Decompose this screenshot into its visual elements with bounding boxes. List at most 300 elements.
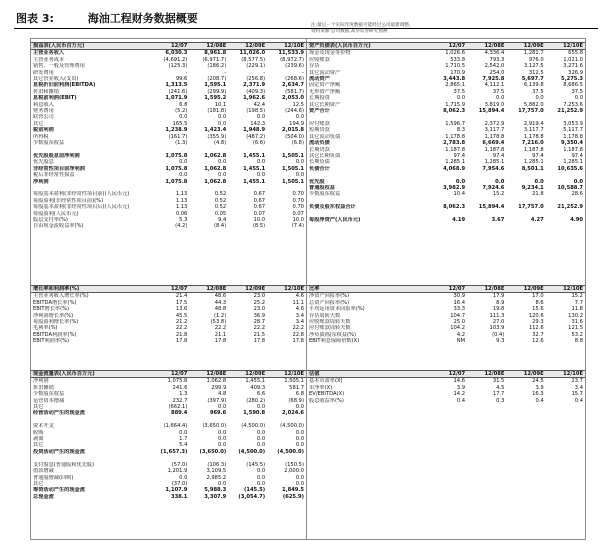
value-cell: 4.5 — [496, 384, 505, 391]
row-label-cell: 股息支付率(%) — [33, 216, 68, 223]
value-cell: (244.6) — [285, 108, 304, 115]
row-label-cell: EBIT利息保障倍数(X) — [309, 338, 360, 345]
value-cell: 15.2 — [492, 191, 505, 198]
value-cell: 4.6 — [295, 293, 304, 300]
value-cell: 0.0 — [218, 429, 227, 436]
cash-flow-table — [31, 370, 306, 500]
value-cell: 1,075.8 — [165, 178, 188, 185]
value-cell: 1,595.2 — [204, 95, 227, 102]
value-cell: 23.0 — [253, 293, 266, 300]
value-cell: 121.5 — [568, 325, 583, 332]
row-label-cell: 每股基本盈利(非经常性项目前)(人民币元) — [33, 191, 130, 198]
value-cell: (4.2) — [175, 223, 188, 230]
value-cell: 24.5 — [532, 378, 544, 385]
row-label-cell: 固定资产净额 — [309, 82, 341, 89]
value-cell: 10,588.7 — [557, 184, 583, 191]
value-cell: 15.2 — [571, 293, 583, 300]
value-cell: 15.7 — [571, 391, 583, 398]
value-cell: (581.7) — [285, 88, 304, 95]
balance-sheet-table — [307, 42, 585, 223]
table-header-row — [31, 43, 306, 50]
value-cell: 1.3 — [179, 391, 188, 398]
value-cell: 2,053.0 — [282, 95, 304, 102]
table-row — [307, 293, 585, 300]
period-header-cell: 12/08E — [189, 371, 228, 378]
value-cell: 0.52 — [214, 204, 227, 211]
value-cell: 969.6 — [209, 410, 227, 417]
value-cell: 4.90 — [570, 216, 583, 223]
value-cell: 0.4 — [456, 397, 466, 404]
value-cell: 1,062.8 — [204, 165, 227, 172]
value-cell: - — [302, 69, 304, 76]
row-label-cell: 长期投资 — [309, 95, 330, 102]
value-cell: 1,596.7 — [445, 120, 466, 127]
row-label-cell: 其它长期资产 — [309, 101, 341, 108]
value-cell: (397.9) — [207, 397, 227, 404]
value-cell: 2,985.2 — [206, 474, 227, 481]
value-cell: (4.8) — [213, 140, 227, 147]
footnote — [311, 23, 414, 35]
value-cell: (1,664.4) — [163, 423, 188, 430]
value-cell: 3,819.0 — [484, 101, 505, 108]
value-cell: 17,757.0 — [518, 204, 544, 211]
table-row — [307, 217, 585, 223]
table-header-row — [307, 43, 585, 50]
row-label-cell: 净利润 — [33, 378, 49, 385]
value-cell: 0.0 — [456, 95, 466, 102]
row-label-cell: EBIT增长率(%) — [33, 306, 70, 313]
figure-caption: 海油工程财务数据概要 — [87, 12, 198, 25]
value-cell: 1,021.0 — [563, 56, 583, 63]
value-cell: 17.8 — [253, 338, 266, 345]
value-cell: 0.0 — [218, 114, 227, 121]
value-cell: 8.6 — [535, 299, 544, 306]
row-label-cell: 财务费用 — [33, 108, 54, 115]
value-cell: 5,882.0 — [523, 101, 544, 108]
row-label-cell: 总资产回报率(%) — [309, 299, 350, 306]
value-cell: 0.0 — [218, 436, 227, 443]
value-cell: - — [263, 69, 266, 76]
left-column — [31, 39, 307, 539]
value-cell: 3,109.5 — [206, 468, 227, 475]
value-cell: 21.1 — [214, 331, 227, 338]
value-cell: (280.2) — [246, 397, 266, 404]
row-label-cell: 税前利润 — [33, 127, 54, 134]
row-label-cell: 长期负债 — [309, 159, 330, 166]
row-label-cell: EV/EBITDA(X) — [309, 391, 345, 398]
value-cell: 889.4 — [170, 410, 188, 417]
row-label-cell: 净资产回报率(%) — [309, 293, 350, 300]
value-cell: 37.5 — [492, 88, 505, 95]
value-cell: (4,500.0) — [238, 448, 266, 455]
value-cell: 3.67 — [491, 216, 505, 223]
growth-section — [31, 285, 306, 345]
value-cell: (487.2) — [246, 133, 266, 140]
value-cell: (150.5) — [285, 461, 304, 468]
value-cell: 3,053.9 — [563, 120, 583, 127]
value-cell: (4,500.0) — [280, 423, 304, 430]
value-cell: 1.13 — [175, 191, 188, 198]
value-cell: 0.67 — [253, 204, 266, 211]
row-label-cell: EBITDA增长率(%) — [33, 299, 77, 306]
value-cell: 1,178.8 — [484, 133, 505, 140]
value-cell: (181.8) — [207, 108, 227, 115]
table-title-cell: 损益表(人民币百万元) — [31, 43, 151, 50]
row-label-cell: 平均运用资本回报率(%) — [309, 306, 365, 313]
value-cell: 0.52 — [214, 197, 227, 204]
period-header-cell: 12/08E — [467, 43, 506, 50]
value-cell: 25.2 — [253, 299, 266, 306]
value-cell: 1.13 — [175, 197, 188, 204]
value-cell: 2,024.6 — [282, 410, 304, 417]
value-cell: 3,443.8 — [443, 76, 466, 83]
row-label-cell: 其它长期负债 — [309, 152, 341, 159]
value-cell: 194.9 — [289, 120, 304, 127]
row-label-cell: 每股盈利(非经常性项目前)(%) — [33, 197, 104, 204]
value-cell: 232.7 — [172, 397, 188, 404]
value-cell: 17,757.0 — [518, 108, 544, 115]
value-cell: 0.0 — [295, 159, 304, 166]
value-cell: (662.1) — [168, 404, 188, 411]
value-cell: 0.0 — [256, 480, 266, 487]
value-cell: (241.6) — [168, 88, 188, 95]
value-cell: 19.8 — [492, 306, 505, 313]
value-cell: 0.0 — [256, 442, 266, 449]
value-cell: 33.3 — [453, 306, 466, 313]
value-cell: 10.4 — [453, 191, 466, 198]
row-label-cell: EBITDA利润率(%) — [33, 331, 77, 338]
value-cell: 0.67 — [253, 197, 266, 204]
value-cell: 3.4 — [574, 384, 583, 391]
value-cell: 2,634.7 — [282, 82, 304, 89]
value-cell: (4,691.2) — [163, 56, 188, 63]
value-cell: 0.4 — [574, 397, 583, 404]
value-cell: 22.2 — [214, 325, 227, 332]
value-cell: 36.9 — [253, 312, 266, 319]
value-cell: 48.8 — [214, 306, 227, 313]
value-cell: 37.5 — [532, 88, 544, 95]
row-label-cell: 普通股权益 — [309, 184, 335, 191]
value-cell: 0.4 — [535, 397, 544, 404]
row-label-cell: EBIT利润率(%) — [33, 338, 70, 345]
value-cell: (57.0) — [171, 461, 188, 468]
table-row — [307, 204, 585, 210]
value-cell: 0.0 — [295, 442, 304, 449]
value-cell: 8.3 — [456, 127, 466, 134]
value-cell: 0.0 — [256, 114, 266, 121]
value-cell: 5.4 — [179, 442, 188, 449]
value-cell: 111.3 — [489, 312, 505, 319]
table-title-cell: 比率 — [307, 286, 428, 293]
value-cell: 6,139.8 — [523, 82, 544, 89]
period-header-cell: 12/08E — [189, 286, 228, 293]
figure-title — [16, 10, 198, 26]
row-label-cell: 少数股东权益 — [33, 140, 65, 147]
value-cell: 0.0 — [535, 95, 544, 102]
period-header-cell: 12/10E — [546, 286, 585, 293]
value-cell: 10.0 — [292, 216, 304, 223]
value-cell: (0.4) — [492, 331, 505, 338]
table-row — [31, 494, 306, 500]
value-cell: 11.1 — [292, 299, 304, 306]
value-cell: 0.0 — [179, 429, 188, 436]
value-cell: (8,577.5) — [241, 56, 266, 63]
value-cell: 3,127.5 — [523, 63, 544, 70]
table-row — [307, 378, 585, 385]
value-cell: 1,505.1 — [282, 178, 304, 185]
value-cell: 0.0 — [256, 474, 266, 481]
value-cell: 9,234.1 — [521, 184, 544, 191]
value-cell: 2,015.8 — [282, 127, 304, 134]
table-header-row — [31, 286, 306, 293]
table-title-cell: 增长率和利润率(%) — [31, 286, 151, 293]
value-cell: (8.5) — [252, 223, 266, 230]
value-cell: 7,253.6 — [563, 101, 583, 108]
value-cell: 1,201.9 — [167, 468, 188, 475]
row-label-cell: 毛利率(%) — [33, 325, 58, 332]
value-cell: 3,117.7 — [484, 127, 505, 134]
value-cell: 3.9 — [456, 384, 466, 391]
value-cell: (8,972.7) — [280, 56, 304, 63]
value-cell: 32.7 — [532, 331, 544, 338]
value-cell: 1,062.8 — [204, 178, 227, 185]
value-cell: 0.0 — [455, 178, 466, 185]
table-header-row — [307, 286, 585, 293]
period-header-cell: 12/10E — [546, 43, 585, 50]
valuation-table — [307, 370, 585, 404]
value-cell: 254.0 — [489, 69, 505, 76]
value-cell: - — [185, 69, 188, 76]
value-cell: 1,285.1 — [523, 159, 544, 166]
value-cell: 42.4 — [253, 101, 266, 108]
value-cell: 10.1 — [214, 101, 227, 108]
row-label-cell: 非经常性项目前净利润 — [33, 165, 85, 172]
footnote-line: 注:最后一个实际年度数据可能经过公司最新调整。 — [311, 23, 414, 28]
value-cell: 1,285.1 — [445, 159, 466, 166]
value-cell: (37.0) — [171, 480, 188, 487]
value-cell: 1.13 — [175, 204, 188, 211]
value-cell: 0.0 — [573, 178, 583, 185]
row-label-cell: 普通股增减(回购) — [33, 474, 74, 481]
value-cell: 8.8 — [574, 338, 583, 345]
row-label-cell: 所得税 — [33, 133, 49, 140]
value-cell: 27.0 — [492, 319, 505, 326]
value-cell: 4.19 — [452, 216, 466, 223]
value-cell: (299.9) — [207, 88, 227, 95]
value-cell: 0.0 — [179, 172, 188, 179]
row-label-cell: 息税前利润(EBIT) — [33, 95, 77, 102]
value-cell: 1,026.6 — [445, 50, 466, 57]
value-cell: 21,252.9 — [557, 108, 583, 115]
value-cell: 3,982.9 — [443, 184, 466, 191]
row-label-cell: 其它流动资产 — [309, 69, 341, 76]
value-cell: 4.6 — [295, 306, 304, 313]
period-header-cell: 12/07 — [151, 43, 190, 50]
value-cell: 1,187.8 — [445, 146, 466, 153]
value-cell: 9.4 — [218, 216, 227, 223]
value-cell: 1,178.8 — [563, 133, 583, 140]
row-label-cell: 其它营业收入(支出) — [33, 76, 79, 83]
value-cell: (6.8) — [291, 140, 304, 147]
value-cell: 0.0 — [218, 172, 227, 179]
value-cell: 1,849.5 — [282, 487, 304, 494]
value-cell: 338.1 — [170, 493, 188, 500]
row-label-cell: 应付账款周转天数 — [309, 325, 351, 332]
row-label-cell: 负债合计 — [309, 165, 330, 172]
value-cell: 5,117.7 — [563, 127, 583, 134]
value-cell: (8.4) — [213, 223, 227, 230]
data-frame — [30, 23, 586, 540]
period-header-cell: 12/10E — [267, 286, 306, 293]
value-cell: 7,216.0 — [521, 140, 544, 147]
table-title-cell: 估值 — [307, 371, 428, 378]
row-label-cell: 收购 — [33, 429, 44, 436]
value-cell: 14.2 — [453, 391, 466, 398]
table-header-row — [307, 371, 585, 378]
value-cell: 1,505.1 — [282, 152, 304, 159]
period-header-cell: 12/08E — [467, 286, 506, 293]
value-cell: 97.4 — [492, 152, 505, 159]
row-label-cell: 应收账款 — [309, 56, 330, 63]
row-label-cell: 主营业务成本 — [33, 56, 65, 63]
value-cell: 1,715.9 — [445, 101, 466, 108]
period-header-cell: 12/08E — [467, 371, 506, 378]
value-cell: 1,281.7 — [523, 50, 544, 57]
value-cell: 22.2 — [175, 325, 188, 332]
value-cell: 0.52 — [214, 191, 227, 198]
value-cell: 4.8 — [218, 391, 227, 398]
row-label-cell: 经营活动产生的现金流 — [33, 410, 85, 417]
value-cell: 1,178.8 — [523, 133, 544, 140]
value-cell: 3,117.7 — [523, 127, 544, 134]
value-cell: 8,686.5 — [563, 82, 583, 89]
value-cell: 97.4 — [571, 152, 583, 159]
value-cell: 10.0 — [253, 216, 266, 223]
value-cell: 0.0 — [179, 159, 188, 166]
value-cell: 1,962.6 — [243, 95, 266, 102]
value-cell: 6,030.3 — [165, 50, 188, 57]
table-row — [307, 338, 585, 344]
value-cell: 3,307.9 — [204, 493, 227, 500]
value-cell: (68.9) — [288, 397, 304, 404]
value-cell: 8,062.3 — [443, 108, 466, 115]
row-label-cell: 自由现金流收益率(%) — [33, 223, 84, 230]
value-cell: 31.5 — [492, 378, 505, 385]
value-cell: 0.06 — [175, 210, 188, 217]
value-cell: 1,075.8 — [165, 152, 188, 159]
value-cell: 1,455.1 — [245, 378, 266, 385]
row-label-cell: 存货 — [309, 63, 320, 70]
row-label-cell: 资本开支 — [33, 423, 54, 430]
value-cell: 1,423.4 — [204, 127, 227, 134]
row-label-cell: 利息收入 — [33, 101, 54, 108]
value-cell: 0.05 — [214, 210, 227, 217]
value-cell: 326.9 — [568, 69, 583, 76]
row-label-cell: 主营业务收入 — [33, 50, 65, 57]
value-cell: 581.7 — [289, 384, 304, 391]
period-header-cell: 12/09E — [228, 286, 267, 293]
income-statement-section — [31, 42, 306, 230]
value-cell: 1.7 — [179, 436, 188, 443]
value-cell: 1,505.1 — [282, 165, 304, 172]
period-header-cell: 12/07 — [428, 286, 467, 293]
value-cell: (208.7) — [207, 76, 227, 83]
value-cell: (239.6) — [285, 63, 304, 70]
value-cell: 3.9 — [535, 384, 544, 391]
value-cell: 25.0 — [453, 319, 466, 326]
row-label-cell: 短期贷款 — [309, 127, 330, 134]
value-cell: 0.0 — [218, 480, 227, 487]
growth-table — [31, 285, 306, 345]
value-cell: 1,285.1 — [484, 159, 505, 166]
value-cell: 0.70 — [292, 191, 304, 198]
row-label-cell: 主营业务收入增长率(%) — [33, 293, 89, 300]
value-cell: 165.5 — [172, 120, 188, 127]
value-cell: 2,919.4 — [523, 120, 544, 127]
value-cell: 97.4 — [453, 152, 466, 159]
row-label-cell: 流动负债 — [309, 140, 330, 147]
value-cell: (106.3) — [207, 461, 227, 468]
value-cell: 4.27 — [530, 216, 544, 223]
value-cell: (625.9) — [282, 493, 304, 500]
value-cell: 2,371.9 — [243, 82, 266, 89]
value-cell: 14.6 — [453, 378, 466, 385]
value-cell: 0.0 — [256, 172, 266, 179]
value-cell: 0.70 — [292, 204, 304, 211]
table-title-cell: 现金流量表(人民币百万元) — [31, 371, 151, 378]
table-row — [307, 50, 585, 57]
value-cell: 23.0 — [253, 306, 266, 313]
value-cell: 655.8 — [568, 50, 583, 57]
value-cell: 45.5 — [175, 312, 188, 319]
value-cell: 1,595.1 — [204, 82, 227, 89]
value-cell: 0.0 — [534, 178, 544, 185]
row-label-cell: 股息收益率(%) — [309, 397, 344, 404]
value-cell: 104.2 — [450, 325, 466, 332]
value-cell: (4,500.0) — [241, 423, 266, 430]
value-cell: 30.9 — [453, 293, 466, 300]
value-cell: 21.5 — [253, 331, 266, 338]
row-label-cell: 少数股东权益 — [309, 191, 341, 198]
value-cell: 17.0 — [532, 293, 544, 300]
value-cell: (3,054.7) — [238, 493, 266, 500]
value-cell: 21.4 — [175, 293, 188, 300]
ratios-section — [307, 285, 585, 345]
period-header-cell: 12/09E — [506, 286, 545, 293]
value-cell: 8.9 — [496, 299, 505, 306]
value-cell: 0.0 — [295, 480, 304, 487]
period-header-cell: 12/10E — [546, 371, 585, 378]
value-cell: 6.8 — [179, 101, 188, 108]
value-cell: 793.3 — [489, 56, 505, 63]
value-cell: 2,372.9 — [484, 120, 505, 127]
value-cell: 0.0 — [295, 404, 304, 411]
value-cell: 1,187.8 — [523, 146, 544, 153]
row-label-cell: 每股盈利(人民币元) — [33, 210, 79, 217]
row-label-cell: 投资活动产生的现金流 — [33, 448, 85, 455]
value-cell: 142.3 — [250, 120, 266, 127]
value-cell: 13.6 — [175, 306, 188, 313]
row-label-cell: 现金及现金等价物 — [309, 50, 351, 57]
value-cell: 16.3 — [532, 391, 544, 398]
value-cell: 533.8 — [450, 56, 466, 63]
period-header-cell: 12/07 — [428, 371, 467, 378]
value-cell: (4,500.0) — [277, 448, 304, 455]
value-cell: 976.0 — [528, 56, 544, 63]
table-row — [31, 82, 306, 88]
value-cell: 3.4 — [295, 312, 304, 319]
value-cell: 0.0 — [295, 474, 304, 481]
